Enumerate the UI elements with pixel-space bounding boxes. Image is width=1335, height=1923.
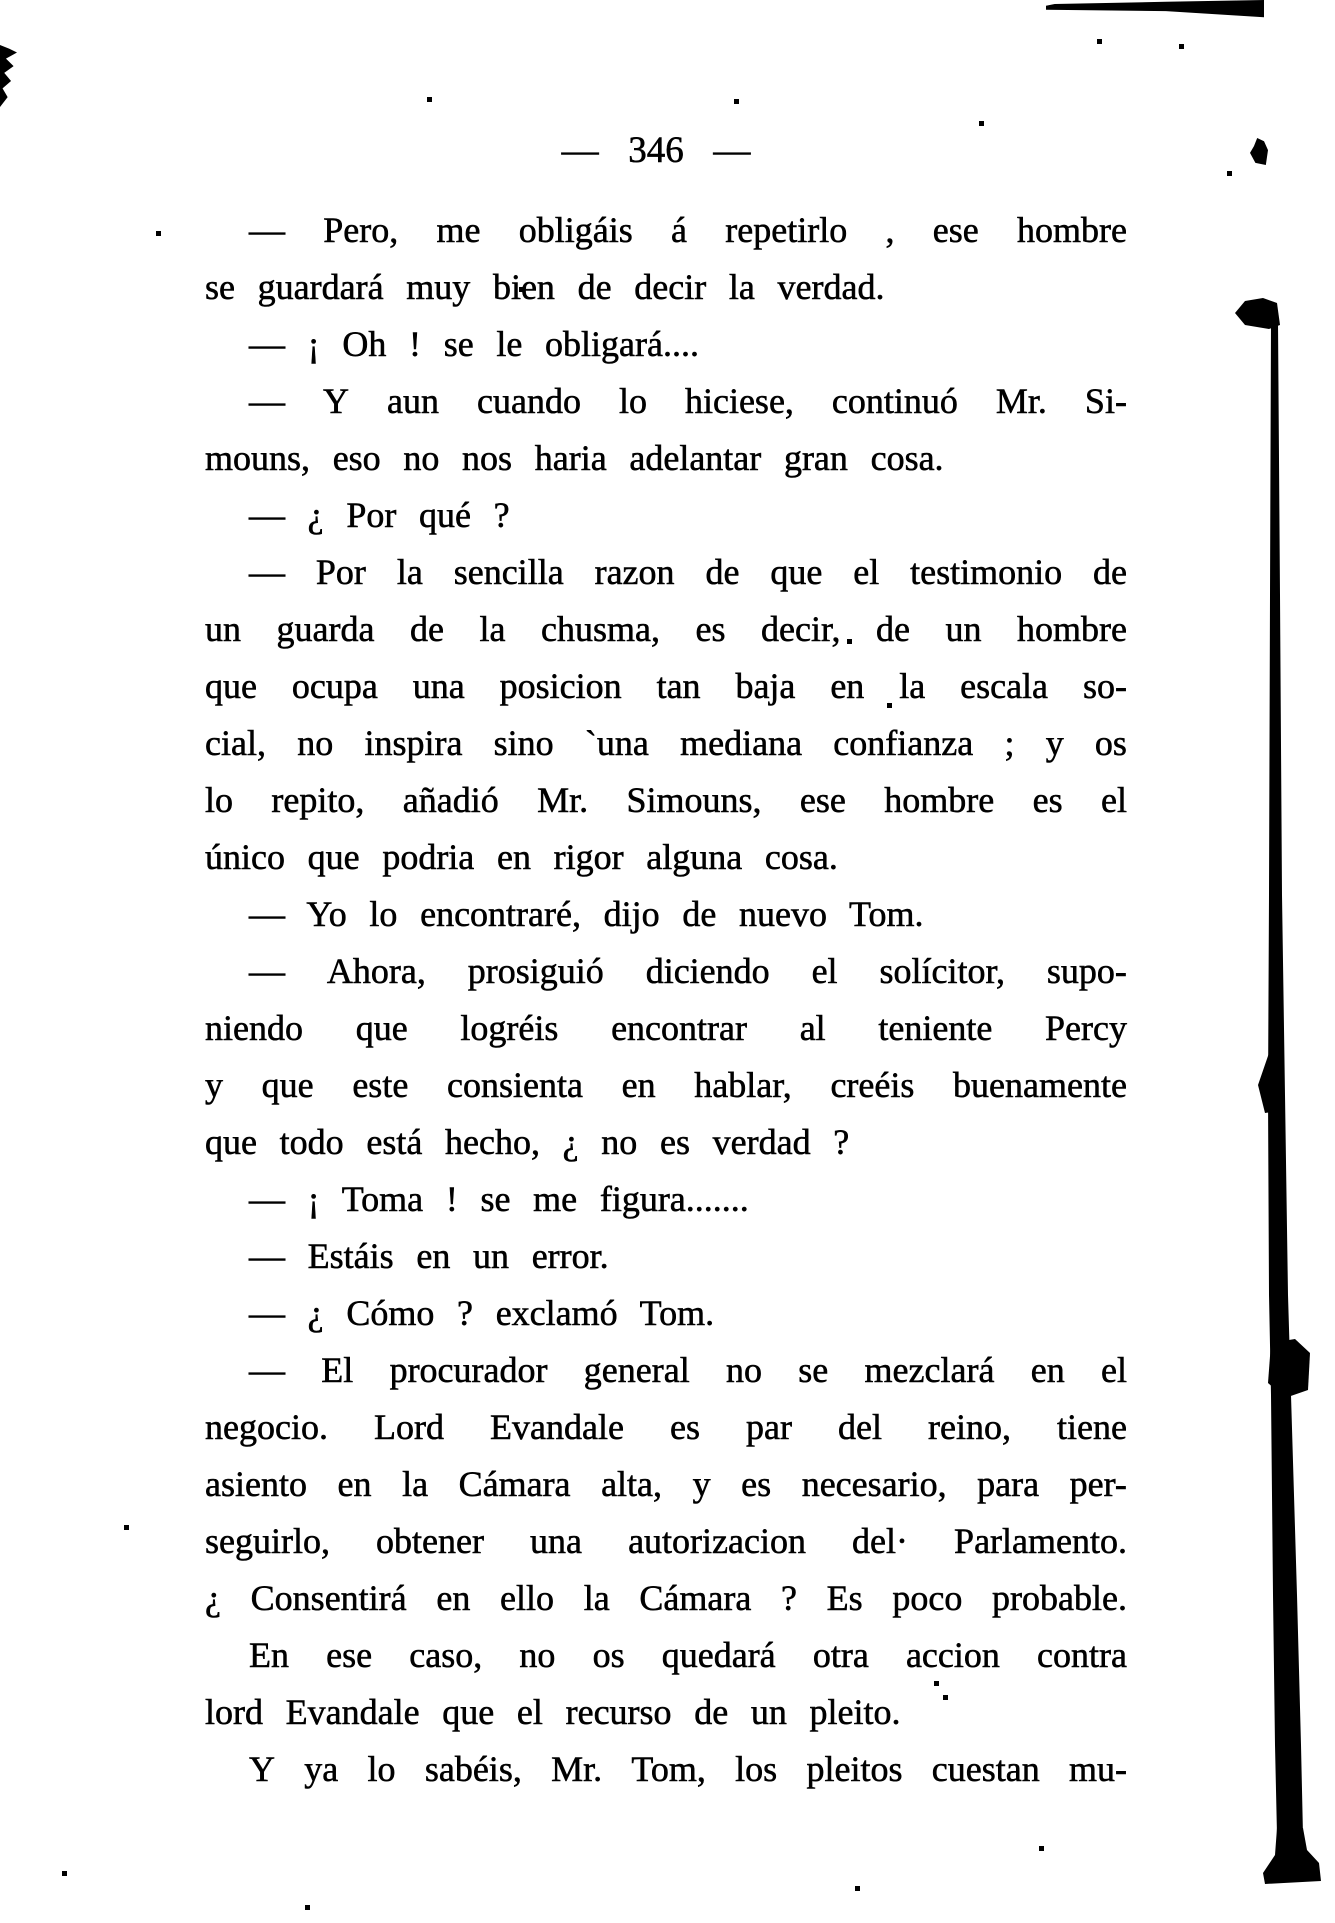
text-line: un guarda de la chusma, es decir, de un hombre bbox=[205, 609, 1127, 649]
text-line: ¿ Consentirá en ello la Cámara ? Es poco probable. bbox=[205, 1578, 1127, 1618]
text-line: lord Evandale que el recurso de un pleito. bbox=[205, 1692, 901, 1732]
text-line: niendo que logréis encontrar al teniente Percy bbox=[205, 1008, 1127, 1048]
text-line: cial, no inspira sino ˋuna mediana confianza ; y os bbox=[205, 723, 1127, 763]
scan-streak-top-edge bbox=[1046, 0, 1264, 18]
text-line: — ¿ Por qué ? bbox=[249, 495, 510, 535]
text-line: seguirlo, obtener una autorizacion del· Parlamento. bbox=[205, 1521, 1127, 1561]
text-line: Y ya lo sabéis, Mr. Tom, los pleitos cuestan mu- bbox=[249, 1749, 1127, 1789]
text-line: — El procurador general no se mezclará en el bbox=[249, 1350, 1127, 1390]
binding-gutter-shadow bbox=[1225, 295, 1335, 1885]
text-line: — Por la sencilla razon de que el testimonio de bbox=[249, 552, 1127, 592]
text-block bbox=[205, 202, 1127, 1798]
text-line: que ocupa una posicion tan baja en la escala so- bbox=[205, 666, 1127, 706]
text-line: — Yo lo encontraré, dijo de nuevo Tom. bbox=[249, 894, 924, 934]
scan-specks bbox=[0, 0, 3, 3]
text-line: que todo está hecho, ¿ no es verdad ? bbox=[205, 1122, 850, 1162]
page-number-header: — 346 — bbox=[561, 130, 751, 171]
text-line: — Y aun cuando lo hiciese, continuó Mr. Si- bbox=[249, 381, 1127, 421]
text-line: único que podria en rigor alguna cosa. bbox=[205, 837, 838, 877]
text-line: y que este consienta en hablar, creéis buenamente bbox=[205, 1065, 1127, 1105]
text-line: — ¿ Cómo ? exclamó Tom. bbox=[249, 1293, 715, 1333]
text-line: — ¡ Toma ! se me figura....... bbox=[249, 1179, 749, 1219]
text-line: se guardará muy bien de decir la verdad. bbox=[205, 267, 885, 307]
text-line: — Pero, me obligáis á repetirlo , ese hombre bbox=[249, 210, 1127, 250]
page-tear-mark bbox=[0, 45, 17, 107]
text-line: asiento en la Cámara alta, y es necesario, para per- bbox=[205, 1464, 1127, 1504]
text-line: lo repito, añadió Mr. Simouns, ese hombre es el bbox=[205, 780, 1127, 820]
text-line: negocio. Lord Evandale es par del reino, tiene bbox=[205, 1407, 1127, 1447]
text-line: — Ahora, prosiguió diciendo el solícitor, supo- bbox=[249, 951, 1127, 991]
text-line: En ese caso, no os quedará otra accion contra bbox=[249, 1635, 1127, 1675]
scan-ink-blob bbox=[1250, 138, 1268, 165]
text-line: mouns, eso no nos haria adelantar gran cosa. bbox=[205, 438, 944, 478]
text-line: — Estáis en un error. bbox=[249, 1236, 609, 1276]
text-line: — ¡ Oh ! se le obligará.... bbox=[249, 324, 699, 364]
